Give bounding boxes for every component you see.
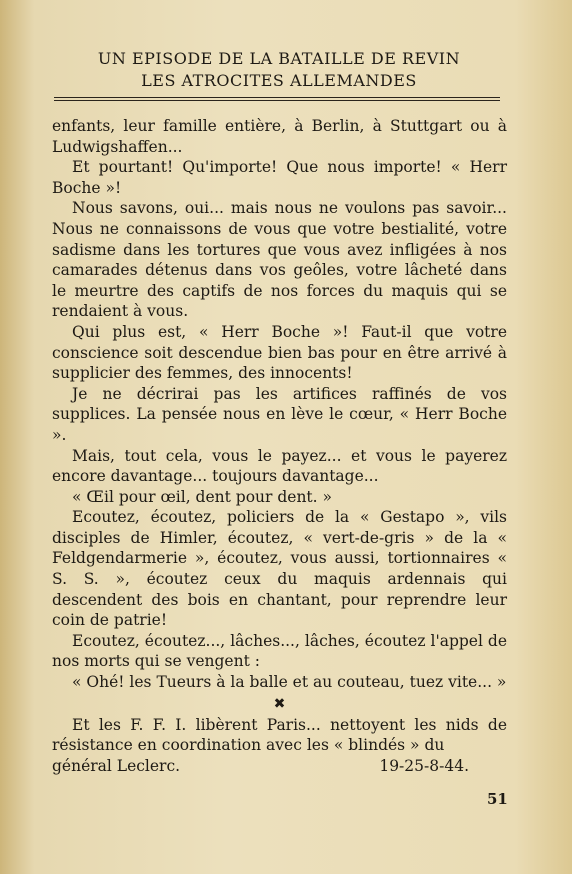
header-line-1: UN EPISODE DE LA BATAILLE DE REVIN: [97, 49, 461, 68]
page-number: 51: [487, 790, 508, 808]
paragraph: enfants, leur famille entière, à Berlin, à Stuttgart ou à Ludwigshaffen...: [52, 117, 507, 156]
paragraph: Ecoutez, écoutez, policiers de la « Gestapo », vils disciples de Himler, écoutez, « vert-de-gris » de la « Feldgendarmerie », écoutez, vous aussi, tortionnaires « S. S. », écoutez ceux du maquis ardennais qui descendent des bois en chantant, pour reprendre leur coin de patrie!: [52, 508, 507, 630]
header-rule: [54, 97, 500, 98]
paragraph: Ecoutez, écoutez..., lâches..., lâches, écoutez l'appel de nos morts qui se vengent :: [52, 631, 507, 671]
header-rule: [54, 100, 500, 101]
paragraph: Qui plus est, « Herr Boche »! Faut-il que votre conscience soit descendue bien bas pour en être arrivé à supplicier des femmes, des innocents!: [52, 322, 507, 383]
header-line-2: LES ATROCITES ALLEMANDES: [141, 71, 417, 90]
closing-last-line: général Leclerc.: [52, 756, 181, 775]
date-line: 19-25-8-44.: [379, 756, 469, 775]
paragraph: Je ne décrirai pas les artifices raffinés de vos supplices. La pensée nous en lève le cœur, « Herr Boche ».: [52, 384, 507, 444]
running-header: [54, 48, 504, 92]
body-text: [52, 116, 507, 776]
paragraph: Et pourtant! Qu'importe! Que nous importe! « Herr Boche »!: [52, 158, 507, 197]
paragraph: Nous savons, oui... mais nous ne voulons pas savoir... Nous ne connaissons de vous que votre bestialité, votre sadisme dans les tortures que vous avez infligées à nos camarades détenus dans vos geôles, votre lâcheté dans le meurtre des captifs de nos forces du maquis qui se rendaient à vous.: [52, 199, 507, 321]
signoff-line: [52, 756, 507, 777]
paragraph: Mais, tout cela, vous le payez... et vous le payerez encore davantage... toujours davantage...: [52, 446, 507, 486]
section-ornament-icon: ✖: [273, 695, 286, 712]
paragraph: « Œil pour œil, dent pour dent. »: [72, 487, 332, 506]
paragraph: « Ohé! les Tueurs à la balle et au couteau, tuez vite... »: [72, 673, 507, 692]
closing-paragraph: Et les F. F. I. libèrent Paris... nettoyent les nids de résistance en coordination avec les « blindés » du: [52, 715, 507, 755]
